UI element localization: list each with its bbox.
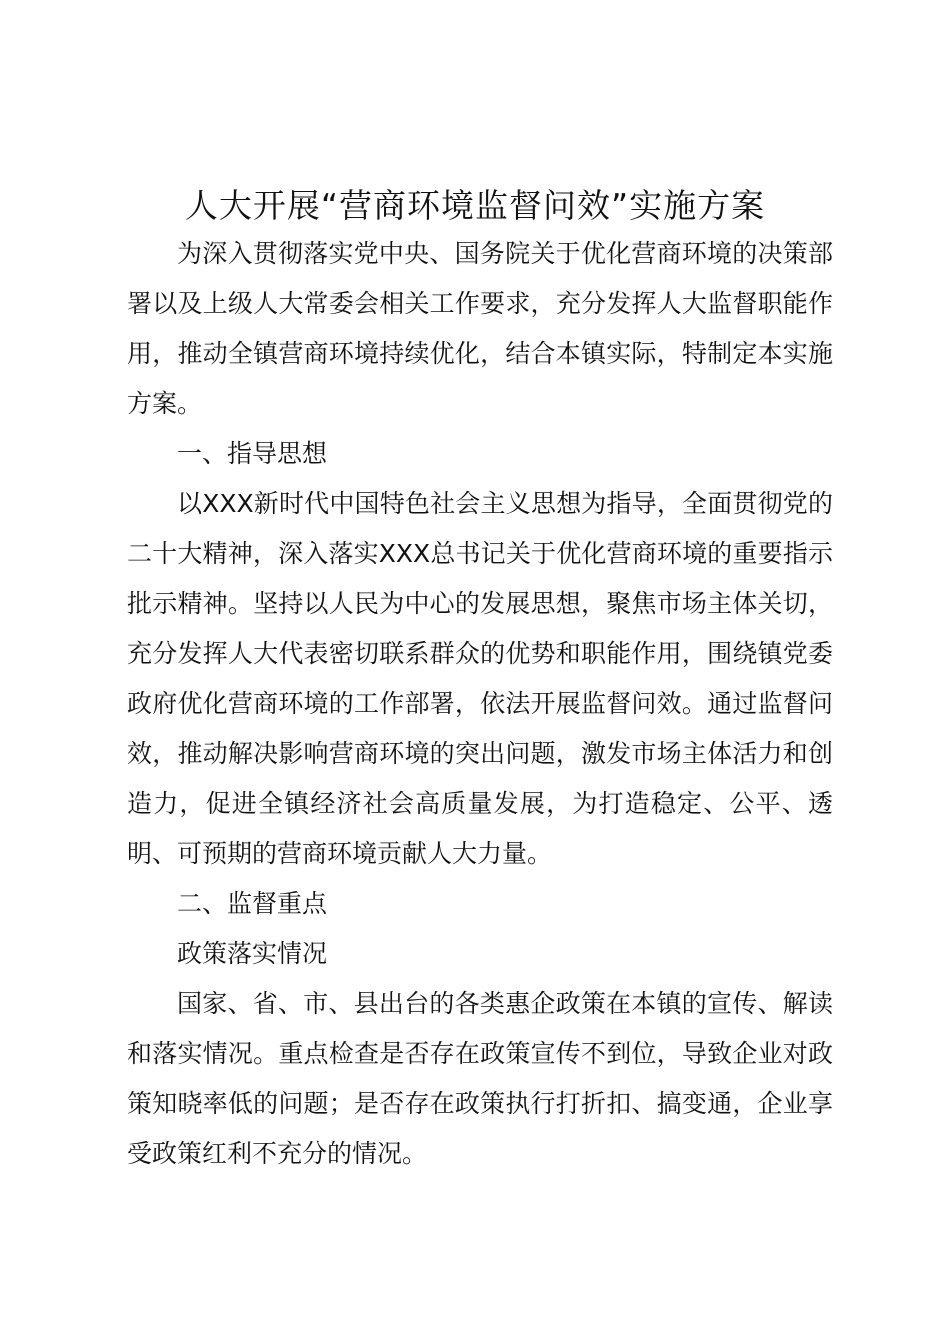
document-body xyxy=(127,229,833,1179)
section-heading-guiding-ideology: 一、指导思想 xyxy=(177,439,328,468)
intro-paragraph: 为深入贯彻落实党中央、国务院关于优化营商环境的决策部署以及上级人大常委会相关工作要求，充分发挥人大监督职能作用，推动全镇营商环境持续优化，结合本镇实际，特制定本实施方案。 xyxy=(127,239,833,418)
section-heading-supervision-focus: 二、监督重点 xyxy=(177,889,328,918)
policy-implementation-paragraph: 国家、省、市、县出台的各类惠企政策在本镇的宣传、解读和落实情况。重点检查是否存在政策宣传不到位，导致企业对政策知晓率低的问题；是否存在政策执行打折扣、搞变通，企业享受政策红利不充分的情况。 xyxy=(127,989,833,1168)
guiding-ideology-paragraph: 以XXX新时代中国特色社会主义思想为指导，全面贯彻党的二十大精神，深入落实XXX总书记关于优化营商环境的重要指示批示精神。坚持以人民为中心的发展思想，聚焦市场主体关切，充分发挥人大代表密切联系群众的优势和职能作用，围绕镇党委政府优化营商环境的工作部署，依法开展监督问效。通过监督问效，推动解决影响营商环境的突出问题，激发市场主体活力和创造力，促进全镇经济社会高质量发展，为打造稳定、公平、透明、可预期的营商环境贡献人大力量。 xyxy=(127,489,833,868)
document-title: 人大开展“营商环境监督问效”实施方案 xyxy=(184,186,766,225)
subsection-heading-policy-implementation: 政策落实情况 xyxy=(177,939,328,968)
